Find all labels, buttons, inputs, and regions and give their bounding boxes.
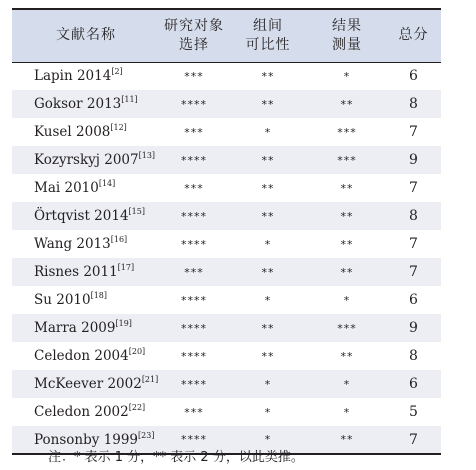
selection-score: **** bbox=[181, 293, 207, 307]
outcome-score: ** bbox=[340, 209, 354, 223]
study-name: Wang 2013 bbox=[34, 236, 111, 252]
study-name: McKeever 2002 bbox=[34, 376, 142, 392]
total-score: 7 bbox=[409, 431, 418, 448]
header-row bbox=[12, 9, 441, 62]
study-name: Su 2010 bbox=[34, 292, 91, 308]
study-name-cell bbox=[12, 370, 160, 398]
study-name-cell bbox=[12, 398, 160, 426]
comparability-score: * bbox=[264, 237, 272, 251]
outcome-score: ** bbox=[340, 265, 354, 279]
table-row bbox=[12, 286, 441, 314]
study-name: Celedon 2002 bbox=[34, 404, 129, 420]
selection-score: **** bbox=[181, 349, 207, 363]
table-row bbox=[12, 342, 441, 370]
outcome-score: ** bbox=[340, 97, 354, 111]
total-score: 6 bbox=[409, 68, 418, 85]
comparability-score: ** bbox=[261, 69, 275, 83]
header-selection: 研究对象 选择 bbox=[164, 17, 224, 53]
outcome-score: *** bbox=[337, 125, 357, 139]
reference-number: [2] bbox=[111, 67, 123, 77]
selection-score: *** bbox=[184, 181, 204, 195]
selection-score: *** bbox=[184, 125, 204, 139]
comparability-score: ** bbox=[261, 97, 275, 111]
table-row bbox=[12, 202, 441, 230]
total-score: 7 bbox=[409, 124, 418, 140]
total-score: 8 bbox=[409, 96, 418, 112]
comparability-score: ** bbox=[261, 321, 275, 335]
reference-number: [13] bbox=[138, 151, 156, 160]
outcome-score: *** bbox=[337, 153, 357, 167]
comparability-score: ** bbox=[261, 209, 275, 223]
study-name: Örtqvist 2014 bbox=[34, 208, 129, 224]
study-name: Goksor 2013 bbox=[34, 96, 122, 112]
total-score: 9 bbox=[409, 320, 418, 336]
comparability-score: ** bbox=[261, 265, 275, 279]
selection-score: *** bbox=[184, 405, 204, 419]
study-name: Risnes 2011 bbox=[34, 264, 118, 280]
selection-score: **** bbox=[181, 377, 207, 391]
outcome-score: * bbox=[343, 293, 351, 307]
comparability-score: ** bbox=[261, 349, 275, 363]
study-name-cell bbox=[12, 202, 160, 230]
reference-number: [12] bbox=[110, 123, 127, 132]
outcome-score: * bbox=[343, 69, 351, 83]
comparability-score: ** bbox=[261, 153, 275, 167]
study-name: Kozyrskyj 2007 bbox=[34, 152, 139, 168]
selection-score: **** bbox=[181, 237, 207, 251]
study-name-cell bbox=[12, 286, 160, 314]
reference-number: [21] bbox=[141, 375, 159, 384]
quality-assessment-table-container bbox=[12, 8, 441, 455]
total-score: 5 bbox=[409, 404, 418, 420]
selection-score: **** bbox=[181, 153, 207, 167]
reference-number: [23] bbox=[138, 430, 155, 440]
study-name-cell bbox=[12, 174, 160, 202]
quality-assessment-table bbox=[12, 8, 441, 455]
outcome-score: ** bbox=[340, 349, 354, 363]
study-name-cell bbox=[12, 342, 160, 370]
comparability-score: * bbox=[264, 125, 272, 139]
study-name-cell bbox=[12, 118, 160, 146]
study-name: Kusel 2008 bbox=[34, 124, 111, 140]
outcome-score: ** bbox=[340, 181, 354, 195]
outcome-score: * bbox=[343, 377, 351, 391]
reference-number: [17] bbox=[117, 263, 135, 272]
table-footnote: 注：* 表示 1 分，** 表示 2 分，以此类推。 bbox=[48, 450, 304, 465]
study-name-cell bbox=[12, 258, 160, 286]
table-row bbox=[12, 230, 441, 258]
study-name: Ponsonby 1999 bbox=[34, 431, 139, 448]
outcome-score: ** bbox=[340, 433, 354, 446]
selection-score: **** bbox=[181, 321, 207, 335]
outcome-score: * bbox=[343, 405, 351, 419]
study-name-cell bbox=[12, 146, 160, 174]
header-literature-name: 文献名称 bbox=[56, 27, 116, 44]
outcome-score: ** bbox=[340, 237, 354, 251]
total-score: 6 bbox=[409, 376, 418, 392]
header-comparability: 组间 可比性 bbox=[245, 17, 291, 53]
table-row bbox=[12, 118, 441, 146]
header-outcome: 结果 测量 bbox=[332, 17, 362, 53]
table-row bbox=[12, 146, 441, 174]
study-name-cell bbox=[12, 90, 160, 118]
total-score: 7 bbox=[409, 236, 418, 252]
comparability-score: * bbox=[264, 405, 272, 419]
total-score: 8 bbox=[409, 208, 418, 224]
total-score: 8 bbox=[409, 348, 418, 364]
table-body bbox=[12, 62, 441, 454]
selection-score: **** bbox=[181, 209, 207, 223]
reference-number: [20] bbox=[128, 347, 146, 356]
reference-number: [14] bbox=[98, 179, 116, 188]
table-row bbox=[12, 90, 441, 118]
comparability-score: * bbox=[264, 293, 272, 307]
table-row bbox=[12, 62, 441, 90]
selection-score: *** bbox=[184, 265, 204, 279]
outcome-score: *** bbox=[337, 321, 357, 335]
reference-number: [15] bbox=[128, 207, 145, 216]
study-name-cell bbox=[12, 230, 160, 258]
study-name-cell bbox=[12, 314, 160, 342]
reference-number: [22] bbox=[128, 403, 146, 412]
reference-number: [16] bbox=[110, 235, 128, 244]
table-header bbox=[12, 9, 441, 62]
study-name: Lapin 2014 bbox=[34, 68, 112, 85]
study-name: Marra 2009 bbox=[34, 320, 116, 336]
table-row bbox=[12, 258, 441, 286]
reference-number: [18] bbox=[90, 291, 108, 300]
selection-score: **** bbox=[181, 433, 207, 446]
total-score: 6 bbox=[409, 292, 418, 308]
comparability-score: * bbox=[264, 433, 272, 446]
selection-score: *** bbox=[184, 69, 204, 83]
study-name-cell bbox=[12, 62, 160, 90]
comparability-score: * bbox=[264, 377, 272, 391]
reference-number: [19] bbox=[115, 319, 132, 328]
total-score: 9 bbox=[409, 152, 418, 168]
reference-number: [11] bbox=[121, 95, 138, 104]
table-row bbox=[12, 174, 441, 202]
table-row bbox=[12, 314, 441, 342]
table-row bbox=[12, 398, 441, 426]
study-name: Mai 2010 bbox=[34, 180, 99, 196]
header-total: 总分 bbox=[398, 27, 429, 44]
study-name: Celedon 2004 bbox=[34, 348, 129, 364]
table-row bbox=[12, 370, 441, 398]
total-score: 7 bbox=[409, 264, 418, 280]
selection-score: **** bbox=[181, 97, 207, 111]
comparability-score: ** bbox=[261, 181, 275, 195]
total-score: 7 bbox=[409, 180, 418, 196]
